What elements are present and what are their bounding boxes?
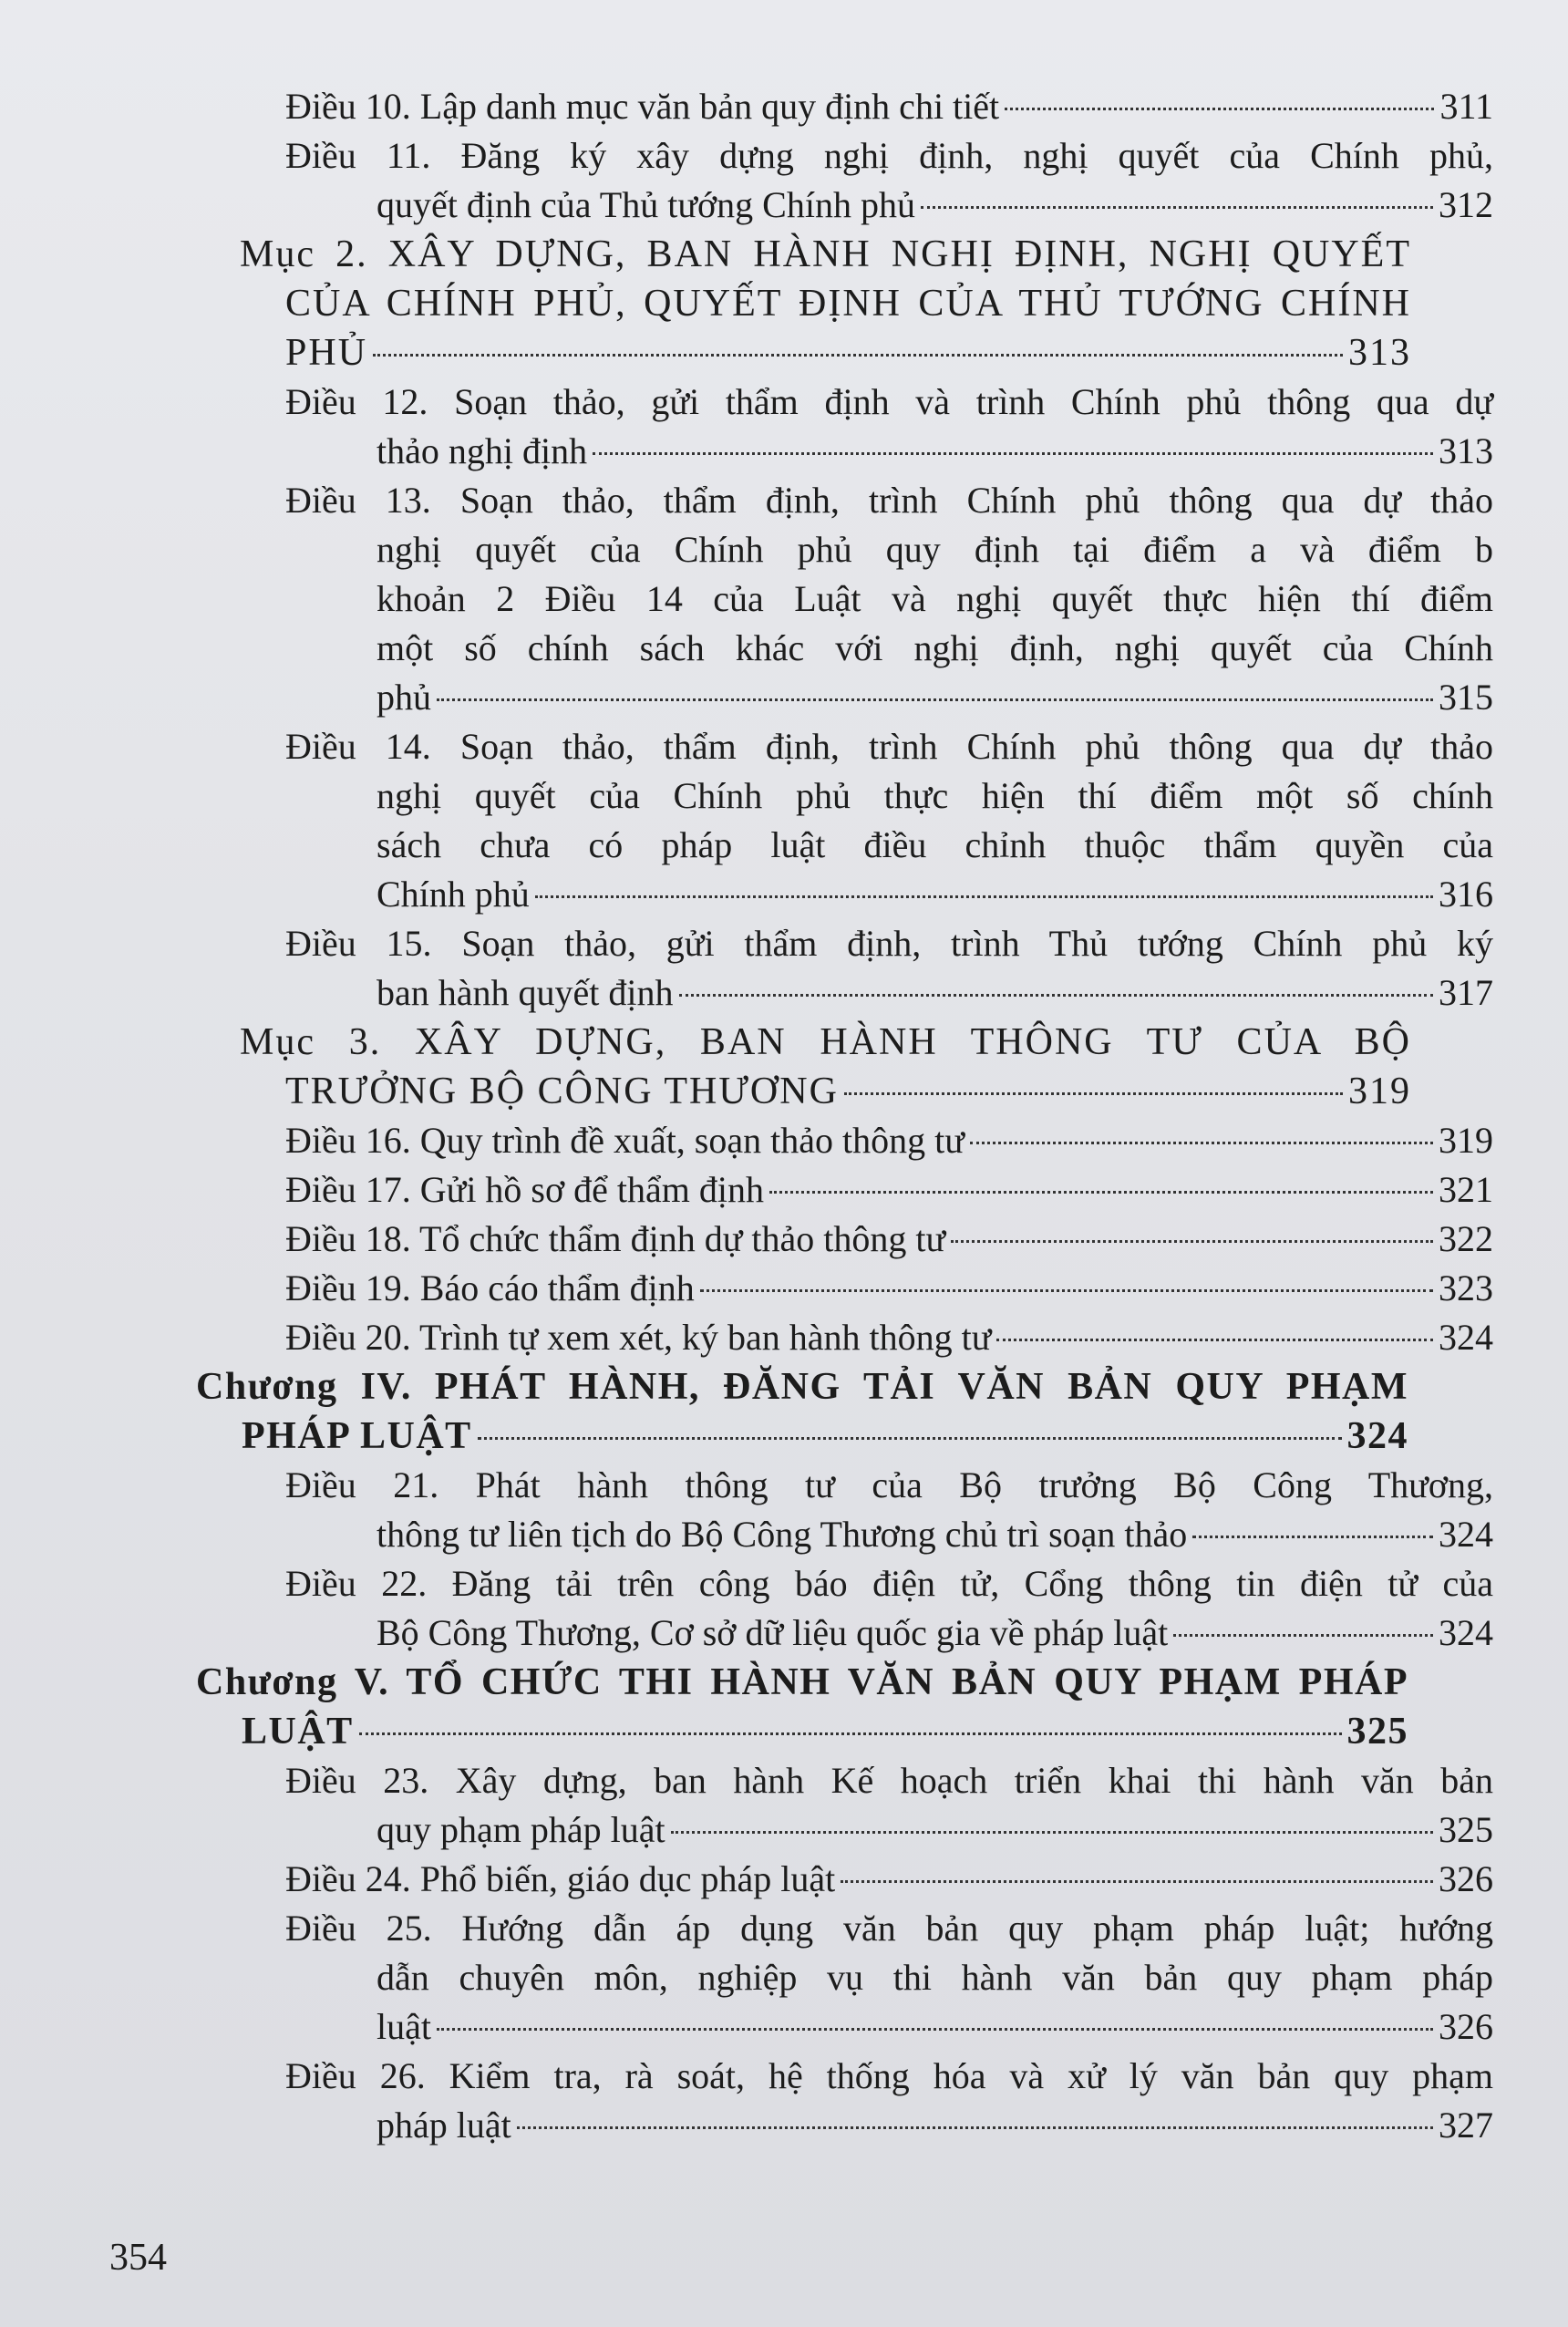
toc-entry-line xyxy=(377,1608,1493,1658)
toc-entry-line xyxy=(285,1215,1493,1264)
toc-entry-line: một số chính sách khác với nghị định, nghị quyết của Chính xyxy=(377,627,1493,668)
toc-entry-line xyxy=(377,2101,1493,2150)
toc-entry-title: quy phạm pháp luật xyxy=(377,1809,665,1850)
toc-entry-line: CỦA CHÍNH PHỦ, QUYẾT ĐỊNH CỦA THỦ TƯỚNG CHÍNH xyxy=(285,283,1411,325)
toc-entry-line xyxy=(377,870,1493,919)
toc-entry-line xyxy=(285,1264,1493,1313)
toc-entry-dieu xyxy=(285,1559,1493,1658)
toc-entry-page: 319 xyxy=(1348,1070,1411,1112)
toc-entry-line: nghị quyết của Chính phủ thực hiện thí điểm một số chính xyxy=(377,775,1493,816)
toc-entry-title: quyết định của Thủ tướng Chính phủ xyxy=(377,184,915,225)
toc-entry-title: ban hành quyết định xyxy=(377,972,674,1013)
dot-leader xyxy=(1005,108,1434,110)
dot-leader xyxy=(996,1339,1433,1341)
toc-entry-page: 322 xyxy=(1439,1218,1493,1259)
toc-entry-line: Chương IV. PHÁT HÀNH, ĐĂNG TẢI VĂN BẢN QUY PHẠM xyxy=(196,1366,1408,1408)
toc-entry-dieu xyxy=(285,1313,1493,1362)
toc-entry-line xyxy=(377,181,1493,230)
toc-entry-dieu xyxy=(285,82,1493,131)
toc-entry-title: LUẬT xyxy=(242,1711,354,1753)
dot-leader xyxy=(1192,1536,1433,1538)
toc-entry-line xyxy=(285,328,1411,377)
toc-entry-line: Điều 13. Soạn thảo, thẩm định, trình Chính phủ thông qua dự thảo xyxy=(285,480,1493,521)
dot-leader xyxy=(700,1289,1433,1292)
dot-leader xyxy=(478,1437,1342,1440)
toc-entry-title: Điều 19. Báo cáo thẩm định xyxy=(285,1267,695,1308)
toc-entry-page: 325 xyxy=(1439,1809,1493,1850)
toc-entry-title: Điều 24. Phổ biến, giáo dục pháp luật xyxy=(285,1858,836,1899)
dot-leader xyxy=(769,1191,1433,1194)
toc-entry-line: Mục 2. XÂY DỰNG, BAN HÀNH NGHỊ ĐỊNH, NGHỊ QUYẾT xyxy=(240,233,1411,275)
toc-entry-page: 317 xyxy=(1439,972,1493,1013)
toc-entry-dieu xyxy=(285,131,1493,230)
toc-entry-title: TRƯỞNG BỘ CÔNG THƯƠNG xyxy=(285,1070,839,1112)
toc-entry-page: 325 xyxy=(1346,1711,1408,1753)
toc-entry-line: khoản 2 Điều 14 của Luật và nghị quyết thực hiện thí điểm xyxy=(377,578,1493,619)
toc-entry-page: 323 xyxy=(1439,1267,1493,1308)
dot-leader xyxy=(921,206,1433,209)
toc-entry-line: Điều 14. Soạn thảo, thẩm định, trình Chính phủ thông qua dự thảo xyxy=(285,726,1493,767)
toc-entry-line xyxy=(377,1510,1493,1559)
dot-leader xyxy=(359,1732,1342,1735)
toc-entry-line xyxy=(285,1855,1493,1904)
toc-entry-page: 324 xyxy=(1439,1514,1493,1555)
dot-leader xyxy=(679,994,1434,997)
dot-leader xyxy=(844,1092,1343,1095)
toc-entry-dieu xyxy=(285,919,1493,1018)
toc-entry-line: dẫn chuyên môn, nghiệp vụ thi hành văn bản quy phạm pháp xyxy=(377,1957,1493,1998)
toc-entry-line: Điều 26. Kiểm tra, rà soát, hệ thống hóa và xử lý văn bản quy phạm xyxy=(285,2055,1493,2096)
toc-entry-page: 312 xyxy=(1439,184,1493,225)
dot-leader xyxy=(593,452,1433,455)
toc-entry-title: Điều 18. Tổ chức thẩm định dự thảo thông tư xyxy=(285,1218,946,1259)
toc-entry-dieu xyxy=(285,1461,1493,1559)
toc-entry-title: Điều 10. Lập danh mục văn bản quy định chi tiết xyxy=(285,86,1000,127)
toc-entry-line: Điều 21. Phát hành thông tư của Bộ trưởng Bộ Công Thương, xyxy=(285,1464,1493,1505)
toc-entry-dieu xyxy=(285,1855,1493,1904)
toc-entry-title: Bộ Công Thương, Cơ sở dữ liệu quốc gia về pháp luật xyxy=(377,1612,1169,1653)
toc-entry-dieu xyxy=(285,1165,1493,1215)
toc-entry-page: 324 xyxy=(1439,1317,1493,1358)
toc-entry-title: Điều 17. Gửi hồ sơ để thẩm định xyxy=(285,1169,764,1210)
toc-entry-page: 315 xyxy=(1439,677,1493,718)
toc-entry-line xyxy=(242,1707,1408,1756)
dot-leader xyxy=(671,1831,1433,1834)
toc-entry-line xyxy=(377,673,1493,722)
toc-entry-dieu xyxy=(285,476,1493,722)
toc-entry-line xyxy=(377,427,1493,476)
toc-entry-title: PHỦ xyxy=(285,332,368,374)
dot-leader xyxy=(517,2126,1433,2129)
toc-entry-muc xyxy=(240,230,1411,377)
toc-entry-page: 319 xyxy=(1439,1120,1493,1161)
toc-entry-page: 321 xyxy=(1439,1169,1493,1210)
toc-entry-title: thảo nghị định xyxy=(377,430,588,471)
toc-entry-title: luật xyxy=(377,2006,431,2047)
toc-entry-line: Mục 3. XÂY DỰNG, BAN HÀNH THÔNG TƯ CỦA BỘ xyxy=(240,1021,1411,1063)
toc-entry-line xyxy=(285,1165,1493,1215)
toc-entry-page: 324 xyxy=(1439,1612,1493,1653)
dot-leader xyxy=(437,2028,1433,2031)
dot-leader xyxy=(437,698,1433,701)
toc-entry-dieu xyxy=(285,1904,1493,2052)
toc-entry-line: Điều 15. Soạn thảo, gửi thẩm định, trình Thủ tướng Chính phủ ký xyxy=(285,923,1493,964)
toc-entry-page: 327 xyxy=(1439,2105,1493,2146)
toc-entry-line: Điều 22. Đăng tải trên công báo điện tử, Cổng thông tin điện tử của xyxy=(285,1563,1493,1604)
toc-entry-title: PHÁP LUẬT xyxy=(242,1415,472,1457)
toc-entry-line: nghị quyết của Chính phủ quy định tại điểm a và điểm b xyxy=(377,529,1493,570)
toc-entry-chuong xyxy=(196,1362,1408,1461)
toc-entry-dieu xyxy=(285,2052,1493,2150)
toc-entry-dieu xyxy=(285,1264,1493,1313)
toc-entry-line xyxy=(285,1313,1493,1362)
toc-entry-line: Điều 25. Hướng dẫn áp dụng văn bản quy phạm pháp luật; hướng xyxy=(285,1908,1493,1949)
dot-leader xyxy=(841,1880,1433,1883)
toc-entry-title: pháp luật xyxy=(377,2105,511,2146)
dot-leader xyxy=(970,1142,1433,1144)
toc-entry-line xyxy=(377,968,1493,1018)
toc-entry-title: phủ xyxy=(377,677,431,718)
toc-entry-page: 316 xyxy=(1439,874,1493,915)
dot-leader xyxy=(535,895,1433,898)
toc-entry-line xyxy=(377,2002,1493,2052)
toc-entry-line xyxy=(377,1805,1493,1855)
dot-leader xyxy=(951,1240,1433,1243)
toc-entry-line: Chương V. TỔ CHỨC THI HÀNH VĂN BẢN QUY PHẠM PHÁP xyxy=(196,1661,1408,1703)
toc-entry-dieu xyxy=(285,722,1493,919)
toc-entry-chuong xyxy=(196,1658,1408,1756)
toc-entry-line xyxy=(242,1412,1408,1461)
toc-entry-line: sách chưa có pháp luật điều chỉnh thuộc thẩm quyền của xyxy=(377,824,1493,865)
toc-entry-title: Chính phủ xyxy=(377,874,530,915)
toc-entry-title: Điều 16. Quy trình đề xuất, soạn thảo thông tư xyxy=(285,1120,965,1161)
toc-entry-dieu xyxy=(285,1116,1493,1165)
toc-entry-line xyxy=(285,1116,1493,1165)
toc-entry-dieu xyxy=(285,1756,1493,1855)
dot-leader xyxy=(1173,1634,1433,1637)
toc-entry-line: Điều 11. Đăng ký xây dựng nghị định, nghị quyết của Chính phủ, xyxy=(285,135,1493,176)
toc-entry-line xyxy=(285,82,1493,131)
toc-entry-title: thông tư liên tịch do Bộ Công Thương chủ trì soạn thảo xyxy=(377,1514,1188,1555)
toc-entry-dieu xyxy=(285,377,1493,476)
toc-entry-page: 326 xyxy=(1439,2006,1493,2047)
toc-entry-line: Điều 12. Soạn thảo, gửi thẩm định và trình Chính phủ thông qua dự xyxy=(285,381,1493,422)
toc-entry-line xyxy=(285,1067,1411,1116)
table-of-contents xyxy=(0,82,1568,2150)
toc-entry-title: Điều 20. Trình tự xem xét, ký ban hành thông tư xyxy=(285,1317,992,1358)
toc-entry-line: Điều 23. Xây dựng, ban hành Kế hoạch triển khai thi hành văn bản xyxy=(285,1760,1493,1801)
toc-entry-dieu xyxy=(285,1215,1493,1264)
toc-entry-muc xyxy=(240,1018,1411,1116)
page-number: 354 xyxy=(109,2237,167,2279)
toc-entry-page: 326 xyxy=(1439,1858,1493,1899)
dot-leader xyxy=(373,354,1343,357)
toc-entry-page: 313 xyxy=(1348,332,1411,374)
toc-entry-page: 324 xyxy=(1346,1415,1408,1457)
toc-entry-page: 311 xyxy=(1439,86,1493,127)
toc-entry-page: 313 xyxy=(1439,430,1493,471)
